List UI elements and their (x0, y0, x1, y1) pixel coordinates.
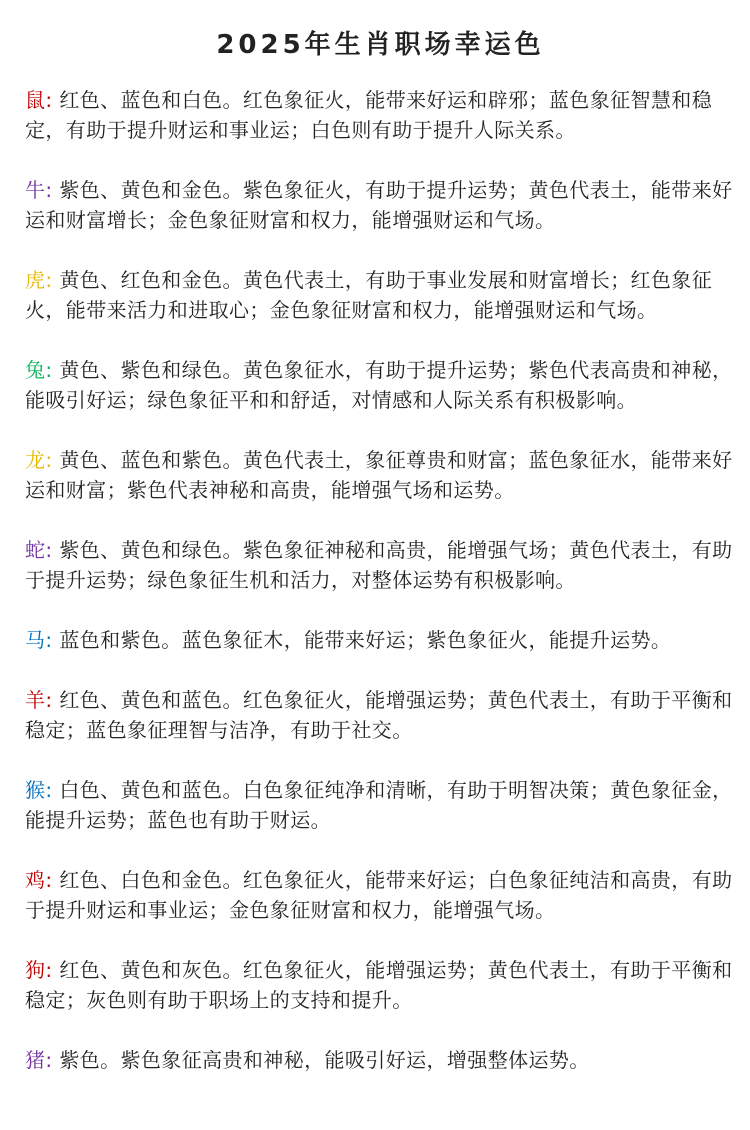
zodiac-colon: : (45, 1048, 53, 1072)
zodiac-animal: 狗 (25, 958, 46, 982)
zodiac-animal: 猴 (25, 778, 46, 802)
zodiac-colon: : (45, 868, 53, 892)
zodiac-description: 黄色、红色和金色。黄色代表土，有助于事业发展和财富增长；红色象征火，能带来活力和进取心；金色象征财富和权力，能增强财运和气场。 (25, 268, 713, 322)
zodiac-colon: : (45, 958, 53, 982)
zodiac-colon: : (45, 688, 53, 712)
zodiac-entry (25, 445, 736, 505)
zodiac-colon: : (45, 628, 53, 652)
zodiac-description: 白色、黄色和蓝色。白色象征纯净和清晰，有助于明智决策；黄色象征金，能提升运势；蓝色也有助于财运。 (25, 778, 733, 832)
zodiac-description: 黄色、紫色和绿色。黄色象征水，有助于提升运势；紫色代表高贵和神秘，能吸引好运；绿色象征平和和舒适，对情感和人际关系有积极影响。 (25, 358, 733, 412)
zodiac-entry (25, 955, 736, 1015)
zodiac-colon: : (45, 538, 53, 562)
zodiac-description: 红色、黄色和蓝色。红色象征火，能增强运势；黄色代表土，有助于平衡和稳定；蓝色象征理智与洁净，有助于社交。 (25, 688, 733, 742)
zodiac-colon: : (45, 358, 53, 382)
zodiac-entry (25, 1045, 736, 1075)
zodiac-colon: : (45, 178, 53, 202)
zodiac-description: 黄色、蓝色和紫色。黄色代表土，象征尊贵和财富；蓝色象征水，能带来好运和财富；紫色代表神秘和高贵，能增强气场和运势。 (25, 448, 733, 502)
zodiac-entry (25, 685, 736, 745)
zodiac-description: 红色、白色和金色。红色象征火，能带来好运；白色象征纯洁和高贵，有助于提升财运和事业运；金色象征财富和权力，能增强气场。 (25, 868, 733, 922)
zodiac-animal: 鸡 (25, 868, 46, 892)
zodiac-entry (25, 775, 736, 835)
zodiac-description: 紫色。紫色象征高贵和神秘，能吸引好运，增强整体运势。 (59, 1048, 590, 1072)
zodiac-colon: : (45, 778, 53, 802)
zodiac-animal: 龙 (25, 448, 46, 472)
zodiac-list (25, 85, 736, 1075)
zodiac-colon: : (45, 268, 53, 292)
zodiac-description: 红色、蓝色和白色。红色象征火，能带来好运和辟邪；蓝色象征智慧和稳定，有助于提升财运和事业运；白色则有助于提升人际关系。 (25, 88, 713, 142)
zodiac-entry (25, 625, 736, 655)
zodiac-entry (25, 175, 736, 235)
zodiac-description: 紫色、黄色和绿色。紫色象征神秘和高贵，能增强气场；黄色代表土，有助于提升运势；绿色象征生机和活力，对整体运势有积极影响。 (25, 538, 733, 592)
zodiac-entry (25, 535, 736, 595)
zodiac-description: 紫色、黄色和金色。紫色象征火，有助于提升运势；黄色代表土，能带来好运和财富增长；金色象征财富和权力，能增强财运和气场。 (25, 178, 733, 232)
zodiac-entry (25, 85, 736, 145)
zodiac-animal: 鼠 (25, 88, 46, 112)
zodiac-animal: 虎 (25, 268, 46, 292)
zodiac-animal: 马 (25, 628, 46, 652)
page-title: 2025年生肖职场幸运色 (216, 30, 545, 60)
zodiac-colon: : (45, 88, 53, 112)
zodiac-animal: 猪 (25, 1048, 46, 1072)
zodiac-entry (25, 355, 736, 415)
zodiac-animal: 牛 (25, 178, 46, 202)
zodiac-animal: 羊 (25, 688, 46, 712)
zodiac-entry (25, 265, 736, 325)
zodiac-colon: : (45, 448, 53, 472)
zodiac-animal: 蛇 (25, 538, 46, 562)
zodiac-description: 蓝色和紫色。蓝色象征木，能带来好运；紫色象征火，能提升运势。 (59, 628, 672, 652)
zodiac-animal: 兔 (25, 358, 46, 382)
zodiac-entry (25, 865, 736, 925)
zodiac-description: 红色、黄色和灰色。红色象征火，能增强运势；黄色代表土，有助于平衡和稳定；灰色则有助于职场上的支持和提升。 (25, 958, 733, 1012)
